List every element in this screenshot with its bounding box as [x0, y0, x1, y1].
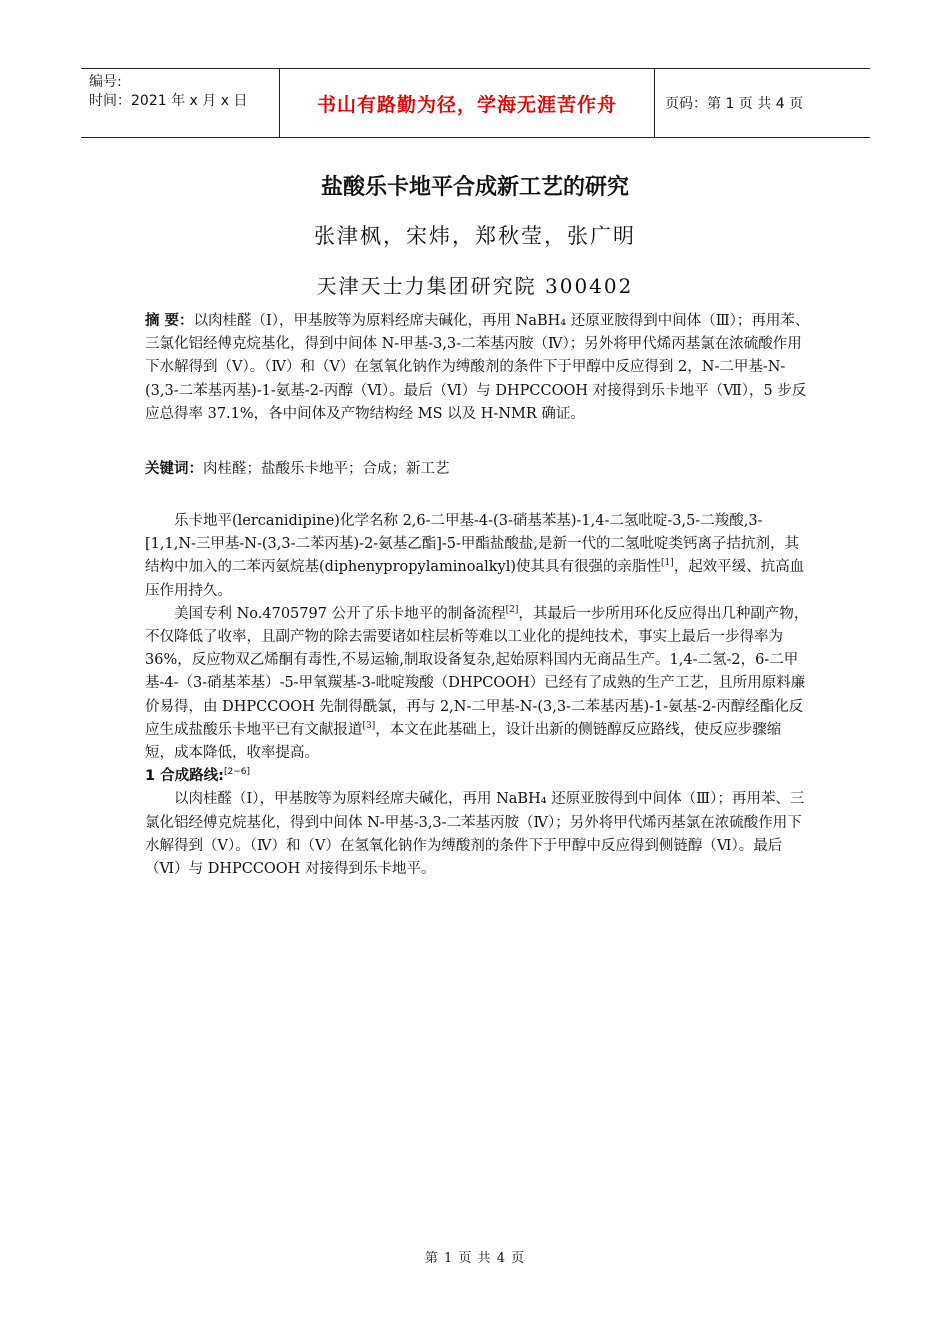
abstract-label: 摘 要：: [145, 313, 194, 329]
section-heading: [145, 765, 810, 788]
motto: 书山有路勤为径，学海无涯苦作舟: [280, 69, 655, 137]
authors: 张津枫，宋炜，郑秋莹，张广明: [314, 224, 636, 248]
paper-title: 盐酸乐卡地平合成新工艺的研究: [320, 175, 629, 200]
abstract: [145, 310, 810, 426]
institution: 天津天士力集团研究院 300402: [316, 274, 634, 298]
paragraph-3: 以肉桂醛（Ⅰ），甲基胺等为原料经席夫碱化，再用 NaBH₄ 还原亚胺得到中间体（Ⅲ）；再用苯、三氯化铝经傅克烷基化，得到中间体 N-甲基-3,3-二苯基丙胺（Ⅳ）；另外将甲代烯丙基氯在浓硫酸作用下水解得到（Ⅴ）。（Ⅳ）和（Ⅴ）在氢氧化钠作为缚酸剂的条件下于甲醇中反应得到侧链醇（Ⅵ）。最后（Ⅵ）与 DHPCCOOH 对接得到乐卡地平。: [145, 791, 805, 878]
citation-3[interactable]: [3]: [362, 721, 376, 731]
paragraph-2: [145, 603, 810, 765]
p2-text-a: 美国专利 No.4705797 公开了乐卡地平的制备流程: [174, 605, 506, 622]
page-footer: 第 1 页 共 4 页: [424, 1251, 526, 1266]
keywords-text: 肉桂醛；盐酸乐卡地平；合成；新工艺: [203, 461, 450, 477]
section-citation[interactable]: [2~6]: [223, 767, 250, 778]
page-header: [81, 68, 870, 138]
keywords: [145, 458, 810, 481]
body-text: [145, 510, 810, 881]
citation-2[interactable]: [2]: [505, 604, 519, 615]
time-label: 时间：2021 年 x 月 x 日: [89, 93, 248, 109]
section-heading-text: 1 合成路线:: [145, 768, 224, 785]
page-info: 页码：第 1 页 共 4 页: [665, 96, 804, 112]
p2-text-b: ，其最后一步所用环化反应得出几种副产物，不仅降低了收率，且副产物的除去需要诸如柱层析等难以工业化的提纯技术，事实上最后一步得率为 36%，反应物双乙烯酮有毒性,不易运输,制取设备复杂,起始原料国内无商品生产。1,4-二氢-2，6-二甲基-4-（3-硝基苯基）-5-甲氧羰基-3-吡啶羧酸（DHPCOOH）已经有了成熟的生产工艺，且所用原料廉价易得，由 DHPCCOOH 先制得酰氯，再与 2,N-二甲基-N-(3,3-二苯基丙基)-1-氨基-2-丙醇经酯化反应生成盐酸乐卡地平已有文献报道: [145, 605, 809, 738]
keywords-label: 关键词：: [145, 461, 203, 477]
p1-text-a: 乐卡地平(lercanidipine)化学名称 2,6-二甲基-4-(3-硝基苯基)-1,4-二氢吡啶-3,5-二羧酸,3-[1,1,N-三甲基-N-(3,3-二苯丙基)-2-氨基乙酯]-5-甲酯盐酸盐,是新一代的二氢吡啶类钙离子拮抗剂，其结构中加入的二苯丙氨烷基(diphenypropylaminoalkyl)使其具有很强的亲脂性: [145, 513, 799, 576]
p1-text-b: ，起效平缓、抗高血压作用持久。: [145, 559, 805, 599]
header-left-cell: [81, 69, 280, 137]
p2-text-c: ，本文在此基础上，设计出新的侧链醇反应路线，使反应步骤缩短，成本降低，收率提高。: [145, 721, 782, 762]
abstract-text: 以肉桂醛（Ⅰ），甲基胺等为原料经席夫碱化，再用 NaBH₄ 还原亚胺得到中间体（Ⅲ）；再用苯、三氯化铝经傅克烷基化，得到中间体 N-甲基-3,3-二苯基丙胺（Ⅳ）；另外将甲代烯丙基氯在浓硫酸作用下水解得到（Ⅴ）。（Ⅳ）和（Ⅴ）在氢氧化钠作为缚酸剂的条件下于甲醇中反应得到 2，N-二甲基-N-(3,3-二苯基丙基)-1-氨基-2-丙醇（Ⅵ）。最后（Ⅵ）与 DHPCCOOH 对接得到乐卡地平（Ⅶ），5 步反应总得率 37.1%，各中间体及产物结构经 MS 以及 H-NMR 确证。: [145, 313, 810, 422]
citation-1[interactable]: [1]: [661, 558, 674, 569]
paragraph-1: [145, 510, 810, 603]
number-label: 编号:: [89, 74, 122, 90]
